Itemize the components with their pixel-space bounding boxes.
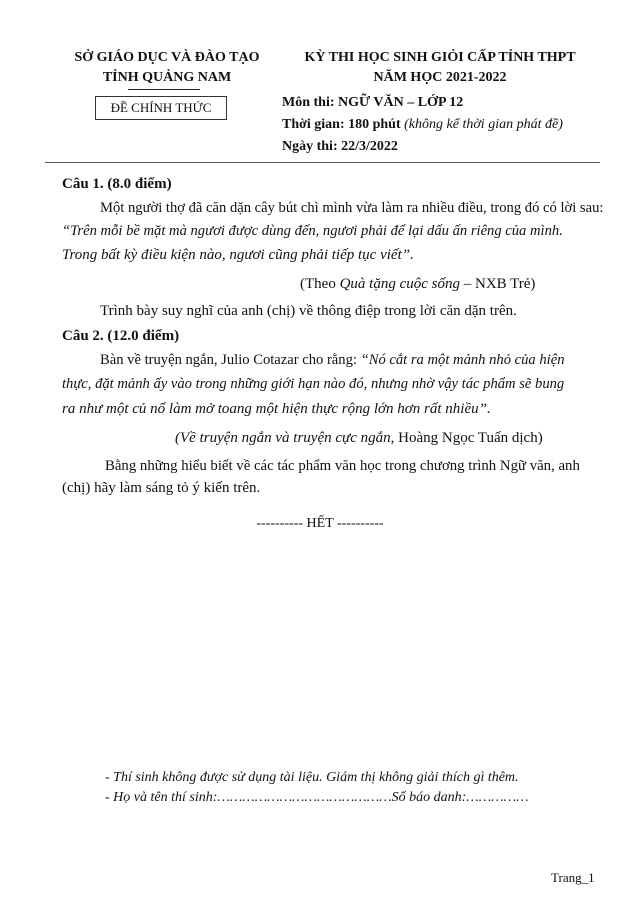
question1-source-prefix: (Theo [300, 276, 340, 292]
time-line [282, 117, 563, 133]
official-exam-label: ĐỀ CHÍNH THỨC [110, 100, 212, 115]
question1-intro: Một người thợ đã căn dặn cây bút chì mình vừa làm ra nhiều điều, trong đó có lời sau: [100, 200, 604, 216]
date-value: 22/3/2022 [341, 139, 398, 154]
exam-title: KỲ THI HỌC SINH GIỎI CẤP TỈNH THPT [304, 50, 576, 65]
question2-quote-part1: “Nó cắt ra một mảnh nhỏ của hiện [360, 352, 565, 368]
end-mark: ---------- HẾT ---------- [256, 516, 384, 531]
question1-quote-line1: “Trên mỗi bề mặt mà ngươi được dùng đến, ngươi phải để lại dấu ấn riêng của mình. [62, 223, 563, 239]
footer-note-materials: - Thí sinh không được sử dụng tài liệu. Giám thị không giải thích gì thêm. [105, 770, 519, 785]
question2-lead: Bàn về truyện ngắn, Julio Cotazar cho rằng: [100, 352, 361, 368]
question1-quote-line2: Trong bất kỳ điều kiện nào, ngươi cũng phải tiếp tục viết”. [62, 247, 414, 263]
department-name: SỞ GIÁO DỤC VÀ ĐÀO TẠO [74, 50, 260, 65]
question2-quote-line3: ra như một củ nổ làm mở toang một hiện thực rộng lớn hơn rất nhiều”. [62, 401, 491, 417]
question2-task-line1: Bằng những hiểu biết về các tác phẩm văn học trong chương trình Ngữ văn, anh [105, 458, 580, 474]
province-name: TỈNH QUẢNG NAM [102, 70, 232, 85]
question2-title: Câu 2. (12.0 điểm) [62, 328, 180, 344]
question2-task-line2: (chị) hãy làm sáng tỏ ý kiến trên. [62, 480, 261, 496]
time-label: Thời gian: [282, 117, 345, 132]
question1-source-suffix: – NXB Trẻ) [459, 276, 536, 292]
question2-line1 [100, 350, 565, 371]
question1-source [300, 274, 535, 295]
question2-quote-line2: thực, đặt mảnh ấy vào trong những giới hạn nào đó, nhưng nhờ vậy tác phẩm sẽ bung [62, 376, 565, 392]
question2-source-title: (Về truyện ngắn và truyện cực ngắn [175, 430, 391, 446]
subject-value: NGỮ VĂN – LỚP 12 [338, 95, 464, 110]
date-label: Ngày thi: [282, 139, 338, 154]
question1-title: Câu 1. (8.0 điểm) [62, 176, 172, 192]
question2-source-suffix: , Hoàng Ngọc Tuấn dịch) [390, 430, 543, 446]
time-note: (không kể thời gian phát đề) [404, 117, 563, 132]
subject-line [282, 95, 463, 111]
school-year: NĂM HỌC 2021-2022 [373, 70, 507, 85]
question1-task: Trình bày suy nghĩ của anh (chị) về thông điệp trong lời căn dặn trên. [100, 303, 517, 319]
date-line [282, 139, 398, 155]
question2-source [175, 428, 543, 449]
official-exam-box [95, 96, 227, 120]
page-number: Trang_1 [551, 870, 595, 885]
subject-label: Môn thi: [282, 95, 335, 110]
footer-note-candidate: - Họ và tên thí sinh:……………………………………Số báo danh:…………… [105, 790, 529, 805]
header-divider [45, 162, 600, 163]
province-underline [128, 89, 200, 90]
time-value: 180 phút [348, 117, 401, 132]
question1-source-title: Quà tặng cuộc sống [339, 276, 460, 292]
